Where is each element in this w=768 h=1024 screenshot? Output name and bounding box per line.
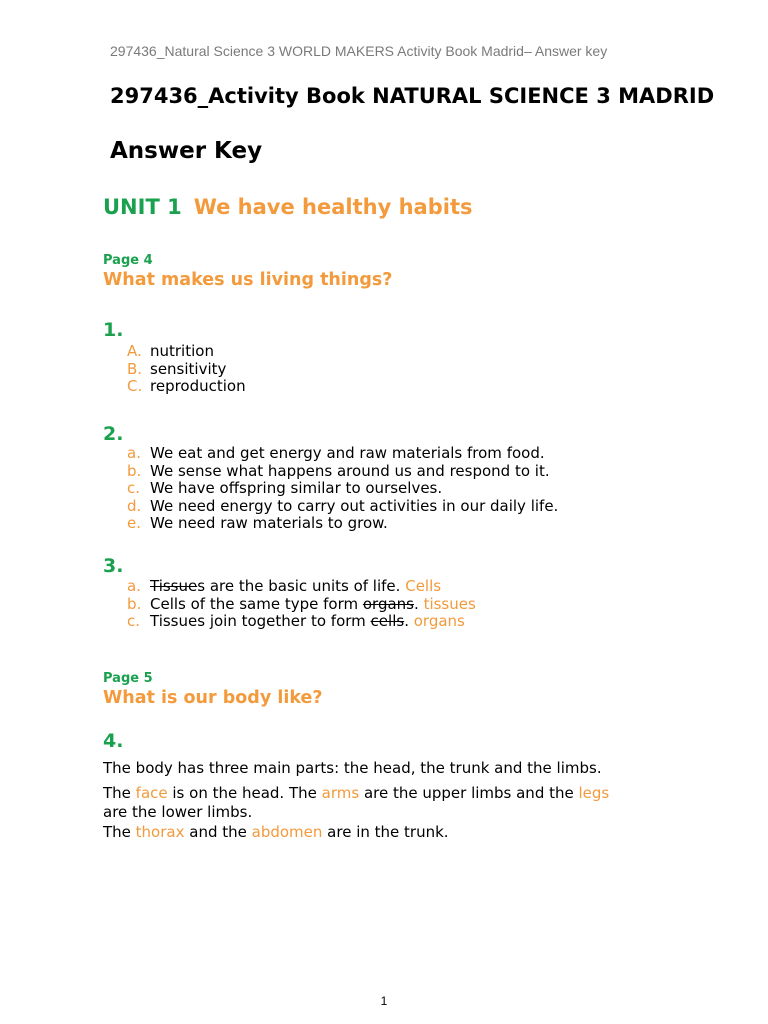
unit-name: We have healthy habits (193, 195, 473, 219)
paragraph-line: The face is on the head. The arms are the upper limbs and the legs (103, 784, 610, 802)
struck-word: Tissue (150, 577, 198, 595)
document-title: 297436_Activity Book NATURAL SCIENCE 3 MADRID (110, 84, 715, 108)
question-number-1: 1. (103, 319, 124, 341)
answer-word: arms (321, 784, 360, 802)
struck-word: cells (370, 612, 405, 630)
answer-word: face (135, 784, 168, 802)
paragraph-line: The body has three main parts: the head, the trunk and the limbs. (103, 759, 602, 777)
list-item: e. We need raw materials to grow. (127, 514, 388, 532)
section-title-page5: What is our body like? (103, 688, 323, 708)
section-title-page4: What makes us living things? (103, 270, 393, 290)
list-item: d. We need energy to carry out activities in our daily life. (127, 496, 559, 515)
list-item: a. We eat and get energy and raw materials from food. (127, 444, 545, 462)
list-item: A. nutrition (127, 342, 214, 360)
answer-word: thorax (135, 823, 185, 841)
answer-key-heading: Answer Key (110, 138, 263, 164)
list-item: C. reproduction (127, 377, 246, 395)
question-number-2: 2. (103, 423, 124, 445)
paragraph-line: The thorax and the abdomen are in the trunk. (103, 823, 449, 841)
answer-word: tissues (423, 594, 476, 613)
answer-word: Cells (405, 577, 442, 595)
struck-word: organs (362, 594, 414, 613)
answer-list-q3 (127, 578, 476, 631)
unit-heading (103, 195, 472, 219)
answer-list-q1 (127, 343, 246, 396)
list-item: B. sensitivity (127, 359, 227, 378)
question-number-4: 4. (103, 730, 124, 752)
answer-word: abdomen (251, 823, 323, 841)
list-item: c. We have offspring similar to ourselves. (127, 479, 443, 497)
unit-number: UNIT 1 (103, 195, 182, 219)
running-header: 297436_Natural Science 3 WORLD MAKERS Activity Book Madrid– Answer key (110, 43, 608, 59)
paragraph-line: are the lower limbs. (103, 803, 253, 821)
answer-word: legs (578, 784, 610, 802)
page-label-4: Page 4 (103, 253, 153, 268)
page-number: 1 (380, 994, 388, 1008)
answer-word: organs (413, 612, 465, 630)
answer-list-q2 (127, 445, 558, 533)
list-item: c. Tissues join together to form cells. organs (127, 612, 465, 630)
list-item: b. Cells of the same type form organs. tissues (127, 594, 476, 613)
page-label-5: Page 5 (103, 671, 153, 686)
list-item: b. We sense what happens around us and respond to it. (127, 461, 550, 480)
question-number-3: 3. (103, 555, 124, 577)
list-item: a. Tissues are the basic units of life. Cells (127, 577, 442, 595)
